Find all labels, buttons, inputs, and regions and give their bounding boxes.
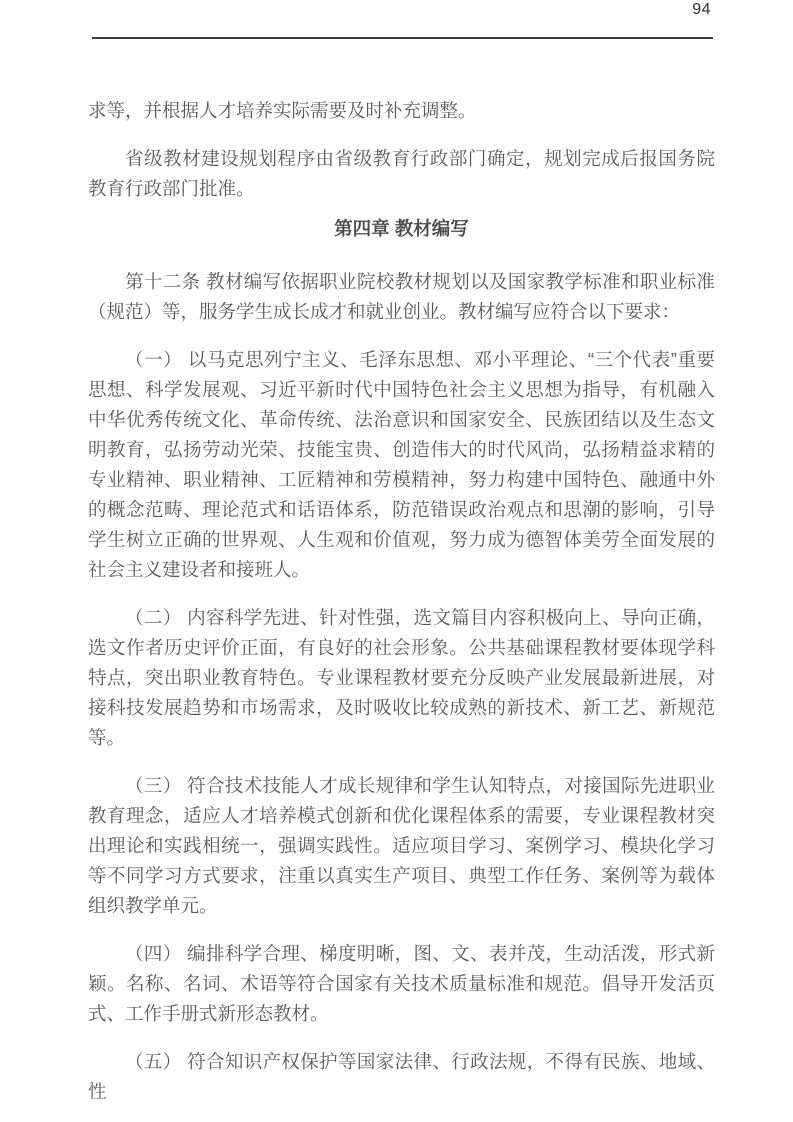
header-rule xyxy=(92,37,713,39)
document-body xyxy=(0,96,793,1107)
chapter-heading: 第四章 教材编写 xyxy=(334,218,469,239)
paragraph-provincial-plan: 省级教材建设规划程序由省级教育行政部门确定，规划完成后报国务院教育行政部门批准。 xyxy=(88,148,715,199)
paragraph-requirement-2: （二） 内容科学先进、针对性强，选文篇目内容积极向上、导向正确，选文作者历史评价正面，有良好的社会形象。公共基础课程教材要体现学科特点，突出职业教育特色。专业课程教材要充分反映产业发展最新进展，对接科技发展趋势和市场需求，及时吸收比较成熟的新技术、新工艺、新规范等。 xyxy=(88,607,715,748)
page-header xyxy=(0,0,793,18)
paragraph-requirement-4: （四） 编排科学合理、梯度明晰，图、文、表并茂，生动活泼，形式新颖。名称、名词、术语等符合国家有关技术质量标准和规范。倡导开发活页式、工作手册式新形态教材。 xyxy=(88,943,715,1024)
paragraph-requirement-1: （一） 以马克思列宁主义、毛泽东思想、邓小平理论、“三个代表”重要思想、科学发展观、习近平新时代中国特色社会主义思想为指导，有机融入中华优秀传统文化、革命传统、法治意识和国家安全、民族团结以及生态文明教育，弘扬劳动光荣、技能宝贵、创造伟大的时代风尚，弘扬精益求精的专业精神、职业精神、工匠精神和劳模精神，努力构建中国特色、融通中外的概念范畴、理论范式和话语体系，防范错误政治观点和思潮的影响，引导学生树立正确的世界观、人生观和价值观，努力成为德智体美劳全面发展的社会主义建设者和接班人。 xyxy=(88,349,715,580)
paragraph-requirement-5: （五） 符合知识产权保护等国家法律、行政法规，不得有民族、地域、性 xyxy=(88,1051,715,1102)
paragraph-article-12-intro: 第十二条 教材编写依据职业院校教材规划以及国家教学标准和职业标准（规范）等，服务学生成长成才和就业创业。教材编写应符合以下要求： xyxy=(88,271,715,322)
paragraph-requirement-3: （三） 符合技术技能人才成长规律和学生认知特点，对接国际先进职业教育理念，适应人才培养模式创新和优化课程体系的需要，专业课程教材突出理论和实践相统一，强调实践性。适应项目学习、案例学习、模块化学习等不同学习方式要求，注重以真实生产项目、典型工作任务、案例等为载体组织教学单元。 xyxy=(88,775,715,916)
page-number: 94 xyxy=(692,1,711,18)
paragraph-continuation: 求等，并根据人才培养实际需要及时补充调整。 xyxy=(88,100,477,121)
